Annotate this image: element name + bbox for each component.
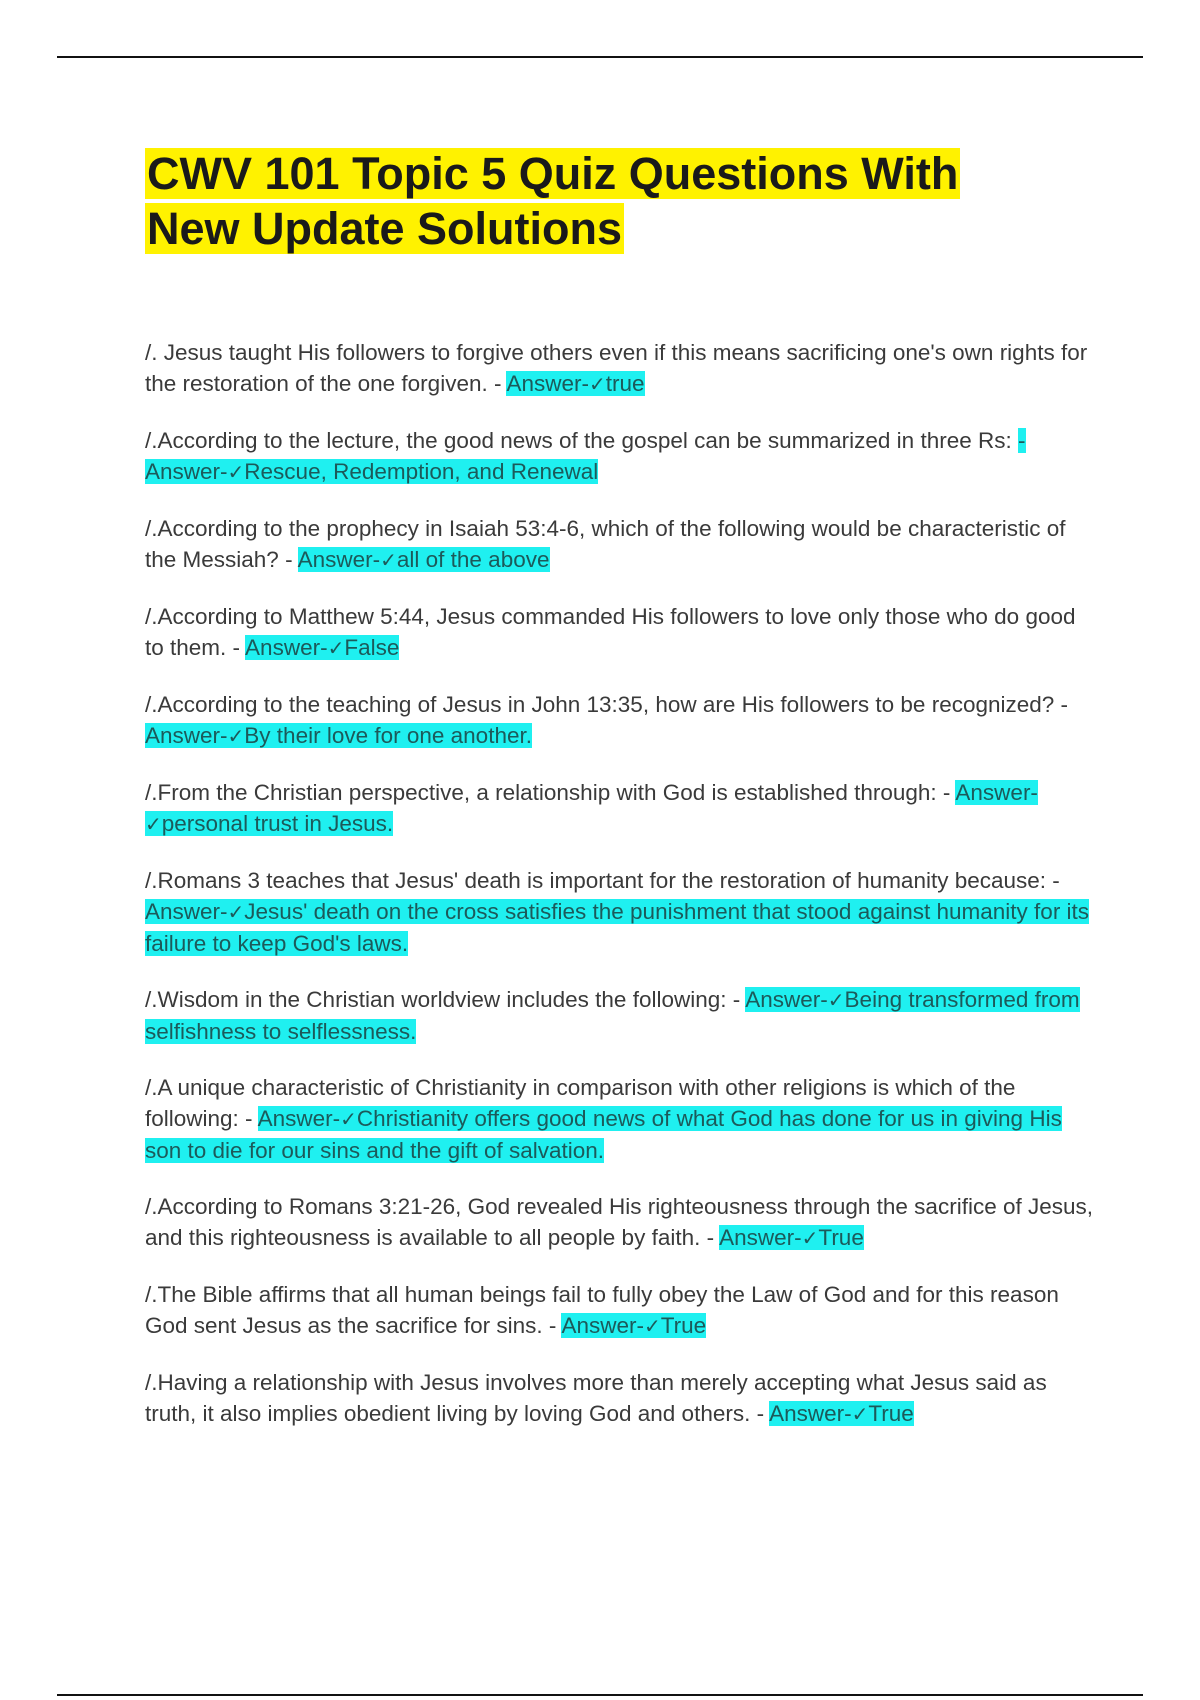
qa-item	[145, 865, 1093, 959]
check-icon: ✓	[589, 372, 606, 396]
answer-text: Being transformed from selfishness to selflessness.	[145, 987, 1080, 1044]
qa-item	[145, 1072, 1093, 1166]
answer-prefix: Answer-	[561, 1313, 644, 1338]
title-line-2: New Update Solutions	[147, 203, 623, 254]
question-text: /.The Bible affirms that all human beings fail to fully obey the Law of God and for this reason God sent Jesus as the sacrifice for sins. -	[145, 1282, 1059, 1338]
answer-prefix: Answer-	[257, 1106, 341, 1131]
check-icon: ✓	[380, 548, 397, 572]
question-text: /.Wisdom in the Christian worldview includes the following: -	[145, 987, 746, 1012]
answer-highlight	[298, 547, 550, 572]
answer-prefix: Answer-	[745, 987, 828, 1012]
answer-text: By their love for one another.	[244, 723, 532, 748]
check-icon: ✓	[801, 1226, 819, 1250]
qa-list	[145, 337, 1093, 1455]
answer-text: True	[818, 1225, 864, 1250]
qa-item	[145, 1367, 1093, 1430]
answer-highlight	[145, 899, 1089, 956]
answer-prefix: Answer-	[506, 371, 590, 396]
answer-text: Christianity offers good news of what God has done for us in giving His son to die for our sins and the gift of salvation.	[145, 1106, 1062, 1163]
question-text: /.According to Matthew 5:44, Jesus commanded His followers to love only those who do good to them. -	[145, 604, 1076, 660]
answer-prefix: Answer-	[145, 723, 228, 748]
answer-highlight	[506, 371, 644, 396]
question-text: /.According to Romans 3:21-26, God revealed His righteousness through the sacrifice of Jesus, and this righteousness is available to all people by faith. -	[145, 1194, 1093, 1250]
answer-highlight	[719, 1225, 864, 1250]
answer-prefix: Answer-	[769, 1401, 852, 1426]
bottom-rule	[57, 1694, 1143, 1696]
answer-prefix: Answer-	[145, 899, 228, 924]
answer-prefix: Answer-	[955, 780, 1038, 805]
question-text: /.According to the prophecy in Isaiah 53:4-6, which of the following would be characteristic of the Messiah? -	[145, 516, 1066, 572]
question-text: /. Jesus taught His followers to forgive others even if this means sacrificing one's own rights for the restoration of the one forgiven. -	[145, 340, 1088, 396]
answer-text: all of the above	[396, 547, 550, 572]
answer-highlight	[561, 1313, 706, 1338]
question-text: /.According to the lecture, the good news of the gospel can be summarized in three Rs:	[145, 428, 1018, 453]
qa-item	[145, 337, 1093, 400]
answer-text: False	[344, 635, 400, 660]
answer-highlight	[769, 1401, 914, 1426]
check-icon: ✓	[827, 988, 845, 1012]
qa-item	[145, 984, 1093, 1047]
qa-item	[145, 513, 1093, 576]
qa-item	[145, 1279, 1093, 1342]
answer-prefix: - Answer-	[145, 428, 1026, 484]
answer-text: Rescue, Redemption, and Renewal	[244, 459, 599, 484]
qa-item	[145, 777, 1093, 840]
question-text: /.Romans 3 teaches that Jesus' death is important for the restoration of humanity because: -	[145, 868, 1060, 893]
check-icon: ✓	[327, 636, 345, 660]
qa-item	[145, 601, 1093, 664]
answer-highlight	[245, 635, 399, 660]
title-line-1: CWV 101 Topic 5 Quiz Questions With	[147, 148, 959, 199]
answer-prefix: Answer-	[245, 635, 328, 660]
qa-item	[145, 425, 1093, 488]
answer-text: True	[868, 1401, 914, 1426]
check-icon: ✓	[227, 900, 245, 924]
check-icon: ✓	[851, 1402, 869, 1426]
check-icon: ✓	[643, 1314, 661, 1338]
answer-text: Jesus' death on the cross satisfies the punishment that stood against humanity for its failure to keep God's laws.	[145, 899, 1090, 956]
question-text: /.A unique characteristic of Christianity in comparison with other religions is which of the following: -	[145, 1075, 1016, 1131]
answer-prefix: Answer-	[297, 547, 381, 572]
answer-text: true	[605, 371, 645, 396]
question-text: /.From the Christian perspective, a relationship with God is established through: -	[145, 780, 956, 805]
answer-highlight	[145, 723, 532, 748]
top-rule	[57, 56, 1143, 58]
answer-text: personal trust in Jesus.	[161, 811, 394, 836]
answer-prefix: Answer-	[719, 1225, 802, 1250]
answer-highlight	[145, 1106, 1062, 1163]
check-icon: ✓	[227, 460, 245, 484]
question-text: /.According to the teaching of Jesus in John 13:35, how are His followers to be recognized? -	[145, 692, 1069, 717]
check-icon: ✓	[340, 1107, 357, 1131]
check-icon: ✓	[227, 724, 245, 748]
qa-item	[145, 1191, 1093, 1254]
check-icon: ✓	[145, 812, 162, 836]
question-text: /.Having a relationship with Jesus involves more than merely accepting what Jesus said as truth, it also implies obedient living by loving God and others. -	[145, 1370, 1047, 1426]
qa-item	[145, 689, 1093, 752]
answer-text: True	[660, 1313, 707, 1338]
document-title	[145, 146, 1085, 256]
